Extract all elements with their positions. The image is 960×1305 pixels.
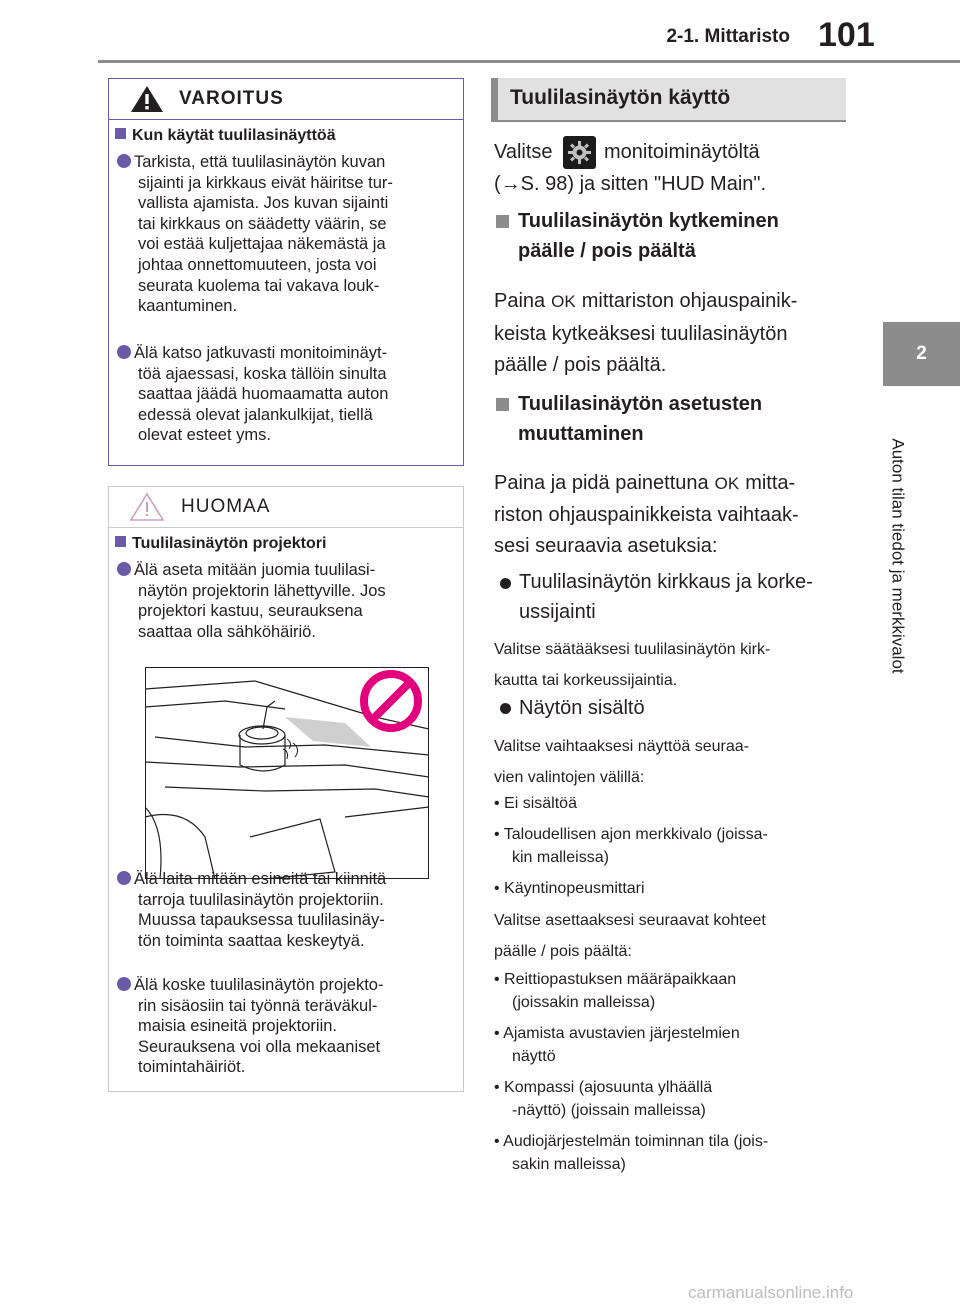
warning-item: Älä katso jatkuvasti monitoiminäyt- töä ajaessasi, koska tällöin sinulta saattaa jäädä huomaamatta auton edessä olevat jalankulkijat, tiellä olevat esteet yms. (117, 343, 457, 446)
subheading-settings: Tuulilasinäytön asetusten muuttaminen (518, 393, 763, 445)
bullet-icon (117, 871, 131, 885)
caution-triangle-icon (129, 492, 165, 522)
subheading-marker (496, 215, 509, 228)
notice-item: Älä aseta mitään juomia tuulilasi- näytön projektorin lähettyville. Jos projektori kastuu, seurauksena saattaa olla sähköhäiriö. (117, 560, 457, 642)
notice-box (108, 486, 464, 1092)
warning-box (108, 78, 464, 466)
section-heading: Tuulilasinäytön käyttö (510, 86, 731, 109)
bullet-icon (117, 977, 131, 991)
watermark: carmanualsonline.info (688, 1283, 854, 1302)
bullet-icon (117, 562, 131, 576)
chapter-tab-title: Auton tilan tiedot ja merkkivalot (889, 438, 909, 674)
header-rule (98, 60, 960, 63)
bullet-icon (117, 154, 131, 168)
notice-title: HUOMAA (181, 496, 271, 517)
option-brightness-desc: Valitse säätääksesi tuulilasinäytön kirk- kautta tai korkeussijaintia. (494, 641, 771, 689)
notice-header (109, 487, 463, 528)
paragraph-toggle-2: keista kytkeäksesi tuulilasinäytön (494, 323, 788, 345)
bullet-icon (500, 578, 511, 589)
notice-item: Älä laita mitään esineitä tai kiinnitä tarroja tuulilasinäytön projektoriin. Muussa tapauksessa tuulilasinäy- tön toiminta saattaa keskeytyä. (117, 869, 457, 951)
option-brightness: Tuulilasinäytön kirkkaus ja korke- ussijainti (519, 571, 813, 623)
paragraph-toggle-1: Paina OK mittariston ohjauspainik- (494, 290, 798, 312)
notice-subheading: Tuulilasinäytön projektori (115, 535, 326, 553)
page-number: 101 (818, 16, 875, 54)
option-content-desc: Valitse vaihtaaksesi näyttöä seuraa- vien valintojen välillä: (494, 738, 749, 786)
warning-triangle-icon (129, 84, 165, 114)
paragraph-settings-1: Paina ja pidä painettuna OK mitta- (494, 472, 796, 494)
section-title: 2-1. Mittaristo (666, 26, 790, 47)
option-content-desc-2: Valitse asettaaksesi seuraavat kohteet päälle / pois päältä: (494, 912, 766, 960)
warning-subheading: Kun käytät tuulilasinäyttöä (115, 127, 336, 145)
settings-gear-icon (563, 136, 596, 169)
subheading-marker (496, 398, 509, 411)
paragraph-settings-2: riston ohjauspainikkeista vaihtaak- (494, 504, 799, 526)
bullet-icon (500, 703, 511, 714)
ok-button-label: OK (714, 474, 740, 493)
chapter-tab-number: 2 (883, 322, 960, 386)
paragraph-toggle-3: päälle / pois päältä. (494, 354, 667, 376)
content-list-2: • Reittiopastuksen määräpaikkaan (joissakin malleissa) • Ajamista avustavien järjestelmien näyttö • Kompassi (ajosuunta ylhäällä -näyttö) (joissain malleissa) • Audiojärjestelmän toiminnan tila (jois- sakin malleissa) (494, 971, 769, 1173)
paragraph-settings-3: sesi seuraavia asetuksia: (494, 535, 718, 557)
subheading-toggle: Tuulilasinäytön kytkeminen päälle / pois päältä (518, 210, 779, 262)
warning-header (109, 79, 463, 120)
bullet-icon (117, 345, 131, 359)
warning-item: Tarkista, että tuulilasinäytön kuvan sijainti ja kirkkaus eivät häiritse tur- vallista ajamista. Jos kuvan sijainti tai kirkkaus on säädetty väärin, se voi estää kuljettajaa näkemästä ja johtaa onnettomuuteen, josta voi seurata kuolema tai vakava louk- kaantuminen. (117, 152, 457, 317)
warning-title: VAROITUS (179, 88, 284, 109)
notice-item: Älä koske tuulilasinäytön projekto- rin sisäosiin tai työnnä teräväkul- maisia esineitä projektoriin. Seurauksena voi olla mekaaniset toimintahäiriöt. (117, 975, 457, 1078)
projector-illustration (145, 667, 429, 879)
content-list-1: • Ei sisältöä • Taloudellisen ajon merkkivalo (joissa- kin malleissa) • Käyntinopeusmittari (494, 795, 768, 897)
ok-button-label: OK (551, 292, 576, 311)
intro-text-b: monitoiminäytöltä (604, 141, 760, 163)
option-content: Näytön sisältö (519, 697, 645, 719)
intro-text-a: Valitse (494, 141, 553, 163)
intro-text-c: (→S. 98) ja sitten "HUD Main". (494, 173, 767, 195)
section-heading-rule (491, 120, 846, 122)
